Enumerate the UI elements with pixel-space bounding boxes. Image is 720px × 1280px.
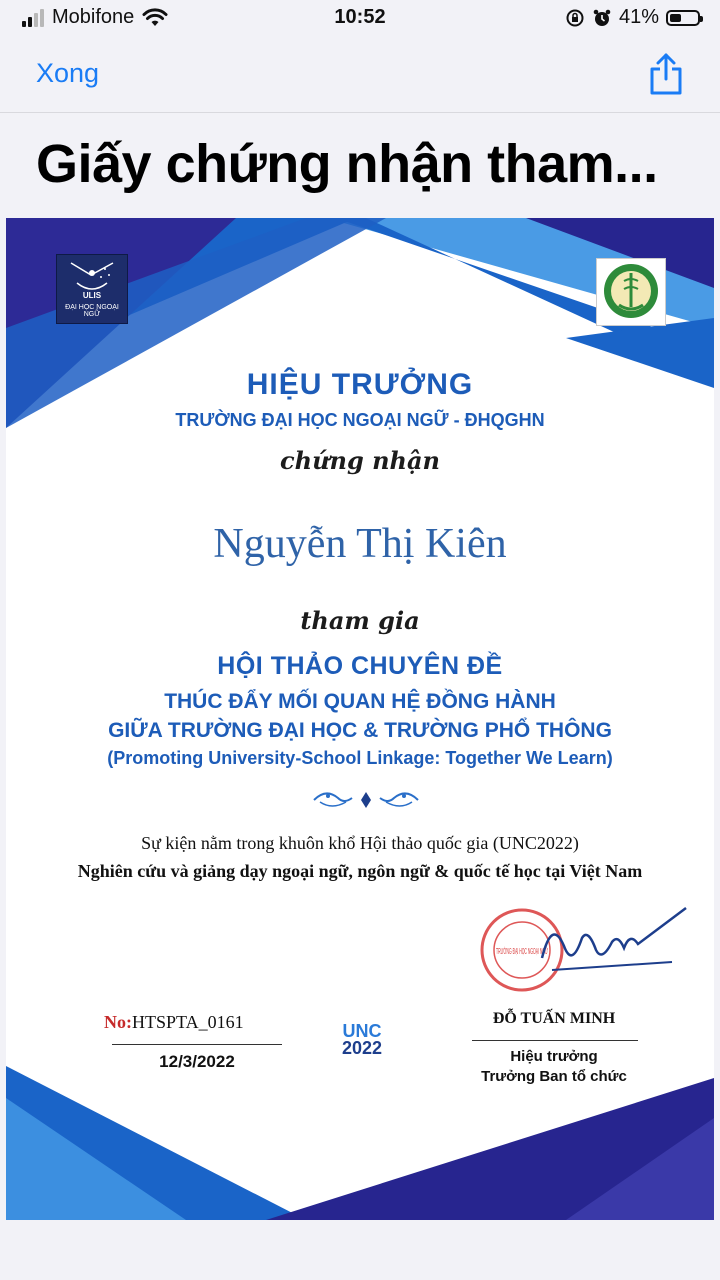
carrier-name: Mobifone — [52, 6, 135, 28]
battery-percent: 41% — [618, 6, 659, 28]
unc-year: 2022 — [342, 1038, 383, 1058]
navigation-bar — [0, 40, 720, 113]
signer-name: ĐỖ TUẤN MINH — [492, 1010, 616, 1027]
event-title-line1: HỘI THẢO CHUYÊN ĐỀ — [217, 652, 503, 680]
share-icon[interactable] — [648, 52, 684, 96]
alarm-icon — [592, 8, 612, 28]
ulis-mark: ULIS — [82, 291, 102, 300]
official-seal-icon — [472, 898, 692, 1008]
number-value: HTSPTA_0161 — [132, 1012, 244, 1032]
event-title-english: (Promoting University-School Linkage: Together We Learn) — [107, 748, 613, 768]
event-note-line2: Nghiên cứu và giảng dạy ngoại ngữ, ngôn ngữ & quốc tế học tại Việt Nam — [77, 861, 643, 881]
certificate-image — [6, 218, 714, 1220]
ornament-divider-icon — [306, 786, 426, 812]
signer-role-organizer: Trưởng Ban tổ chức — [481, 1068, 627, 1085]
document-title: Giấy chứng nhận tham... — [36, 134, 658, 194]
conference-emblem-icon — [597, 259, 665, 325]
ulis-logo-label: ĐẠI HỌC NGOẠI NGỮ — [65, 304, 119, 318]
recipient-name: Nguyễn Thị Kiên — [213, 521, 507, 567]
participation-text: tham gia — [300, 606, 420, 635]
seal-text: TRƯỜNG ĐẠI HỌC NGOẠI NGỮ — [496, 947, 549, 956]
unc2022-logo — [342, 1023, 382, 1057]
number-label: No: — [104, 1012, 132, 1032]
event-title-line3: GIỮA TRƯỜNG ĐẠI HỌC & TRƯỜNG PHỔ THÔNG — [108, 719, 612, 742]
rotation-lock-icon — [565, 8, 585, 28]
status-right — [565, 6, 700, 29]
status-bar — [0, 0, 720, 38]
event-title-line2: THÚC ĐẨY MỐI QUAN HỆ ĐỒNG HÀNH — [164, 690, 556, 713]
battery-icon — [666, 10, 700, 26]
unc-text: UNC — [342, 1021, 382, 1041]
number-underline — [112, 1044, 282, 1045]
signer-underline — [472, 1040, 638, 1041]
certificate-date: 12/3/2022 — [159, 1052, 235, 1071]
event-note-line1: Sự kiện nằm trong khuôn khổ Hội thảo quốc gia (UNC2022) — [141, 833, 579, 853]
school-name: TRƯỜNG ĐẠI HỌC NGOẠI NGỮ - ĐHQGHN — [175, 410, 545, 430]
certificate-heading: HIỆU TRƯỞNG — [246, 368, 474, 401]
certificate-number — [104, 1012, 244, 1033]
certifies-text: chứng nhận — [280, 446, 440, 475]
conference-logo — [596, 258, 666, 326]
status-time: 10:52 — [334, 6, 386, 28]
done-button[interactable]: Xong — [36, 58, 100, 88]
ulis-logo — [56, 254, 128, 324]
signer-role-principal: Hiệu trưởng — [510, 1048, 598, 1065]
